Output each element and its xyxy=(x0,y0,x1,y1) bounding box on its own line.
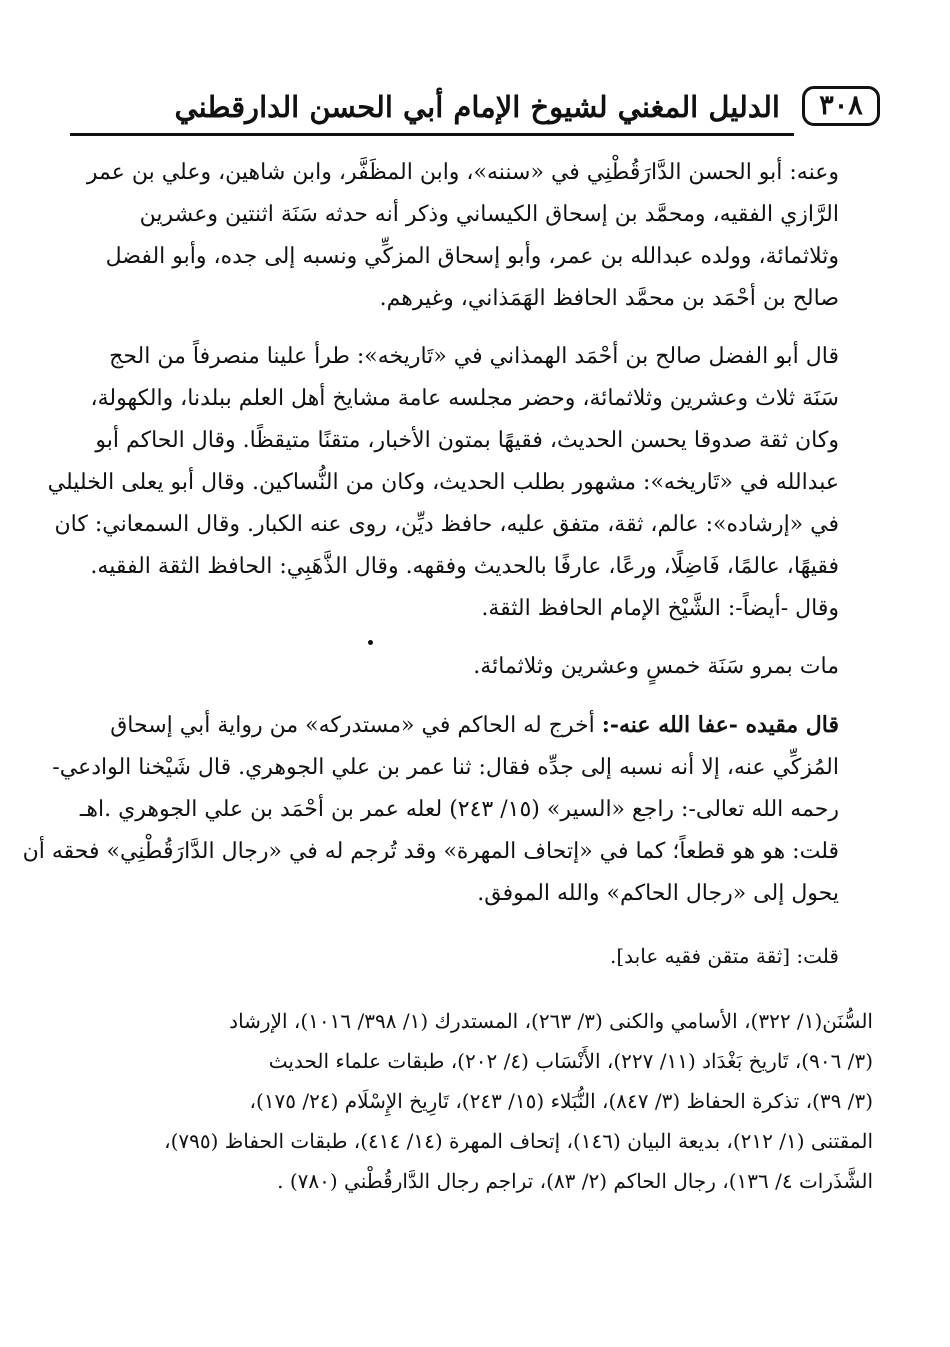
text-line: وقال -أيضاً-: الشَّيْخ الإمام الحافظ الثقة. xyxy=(481,596,839,621)
page-body xyxy=(22,152,873,1201)
source-line: (٣/ ٣٩)، تذكرة الحفاظ (٣/ ٨٤٧)، النُّبَلاء (١٥/ ٢٤٣)، تَارِيخ الإِسْلَام (٢٤/ ١٧٥)، xyxy=(249,1089,873,1113)
text-line: الرَّازي الفقيه، ومحمَّد بن إسحاق الكيساني وذكر أنه حدثه سَنَة اثنتين وعشرين xyxy=(139,202,839,227)
source-line: الشَّذَرات ٤/ ١٣٦)، رجال الحاكم (٢/ ٨٣)، تراجم رجال الدَّارقُطْني (٧٨٠) . xyxy=(277,1169,873,1193)
paragraph-editor-note xyxy=(22,704,873,915)
editor-label: قال مقيده -عفا الله عنه-: xyxy=(601,712,839,738)
book-title: الدليل المغني لشيوخ الإمام أبي الحسن الدارقطني xyxy=(174,90,780,124)
text-span: أخرج له الحاكم في «مستدركه» من رواية أبي إسحاق xyxy=(110,713,595,738)
running-header xyxy=(70,84,880,140)
text-line: سَنَة ثلاث وعشرين وثلاثمائة، وحضر مجلسه عامة مشايخ أهل العلم ببلدنا، والكهولة، xyxy=(90,386,839,411)
text-line: مات بمرو سَنَة خمسٍ وعشرين وثلاثمائة. xyxy=(473,654,839,679)
text-line: قلت: هو هو قطعاً؛ كما في «إتحاف المهرة» وقد تُرجم له في «رجال الدَّارَقُطْنِي» فحقه أن xyxy=(22,839,839,864)
page-number: ٣٠٨ xyxy=(802,86,880,126)
paragraph-evaluations xyxy=(47,336,873,630)
text-line: قلت: [ثقة متقن فقيه عابد]. xyxy=(610,944,839,968)
text-line: عبدالله في «تَاريخه»: مشهور بطلب الحديث، وكان من النُّساكين. وقال أبو يعلى الخليلي xyxy=(47,470,839,495)
source-line: المقتنى (١/ ٢١٢)، بديعة البيان (١٤٦)، إتحاف المهرة (١٤/ ٤١٤)، طبقات الحفاظ (٧٩٥)، xyxy=(164,1129,873,1153)
header-rule xyxy=(70,133,794,136)
text-line: وكان ثقة صدوقا يحسن الحديث، فقيهًا بمتون الأخبار، متقنًا متيقظًا. وقال الحاكم أبو xyxy=(95,428,839,453)
text-line: المُزكِّي عنه، إلا أنه نسبه إلى جدِّه فقال: ثنا عمر بن علي الجوهري. قال شَيْخنا الوادعي- xyxy=(52,755,839,780)
text-line: فقيهًا، عالمًا، فَاضِلًا، ورعًا، عارفًا بالحديث وفقهه. وقال الذَّهَبِي: الحافظ الثقة الفقيه. xyxy=(90,554,839,579)
text-line: في «إرشاده»: عالم، ثقة، متفق عليه، حافظ ديِّن، روى عنه الكبار. وقال السمعاني: كان xyxy=(54,512,839,537)
text-line: وعنه: أبو الحسن الدَّارَقُطْنِي في «سننه»، وابن المظَفَّر، وابن شاهين، وعلي بن عمر xyxy=(86,160,839,185)
ink-dot xyxy=(368,640,373,645)
text-line: وثلاثمائة، وولده عبدالله بن عمر، وأبو إسحاق المزكِّي ونسبه إلى جده، وأبو الفضل xyxy=(105,244,839,269)
text-line: قال أبو الفضل صالح بن أحْمَد الهمذاني في «تَاريخه»: طرأ علينا منصرفاً من الحج xyxy=(109,344,839,369)
text-line: يحول إلى «رجال الحاكم» والله الموفق. xyxy=(477,881,839,906)
source-line: (٣/ ٩٠٦)، تَاريخ بَغْدَاد (١١/ ٢٢٧)، الأَنْسَاب (٤/ ٢٠٢)، طبقات علماء الحديث xyxy=(268,1049,873,1073)
sources-list xyxy=(78,1001,873,1201)
source-line: السُّنَن(١/ ٣٢٢)، الأسامي والكنى (٣/ ٢٦٣)، المستدرك (١/ ٣٩٨/ ١٠١٦)، الإرشاد xyxy=(229,1009,873,1033)
paragraph-students xyxy=(78,152,873,320)
verdict-line xyxy=(78,935,873,977)
text-line: صالح بن أحْمَد بن محمَّد الحافظ الهَمَذاني، وغيرهم. xyxy=(379,286,839,311)
text-line xyxy=(78,704,873,747)
text-line: رحمه الله تعالى-: راجع «السير» (١٥/ ٢٤٣) لعله عمر بن أحْمَد بن علي الجوهري .اهـ xyxy=(79,797,839,822)
paragraph-death xyxy=(78,646,873,688)
